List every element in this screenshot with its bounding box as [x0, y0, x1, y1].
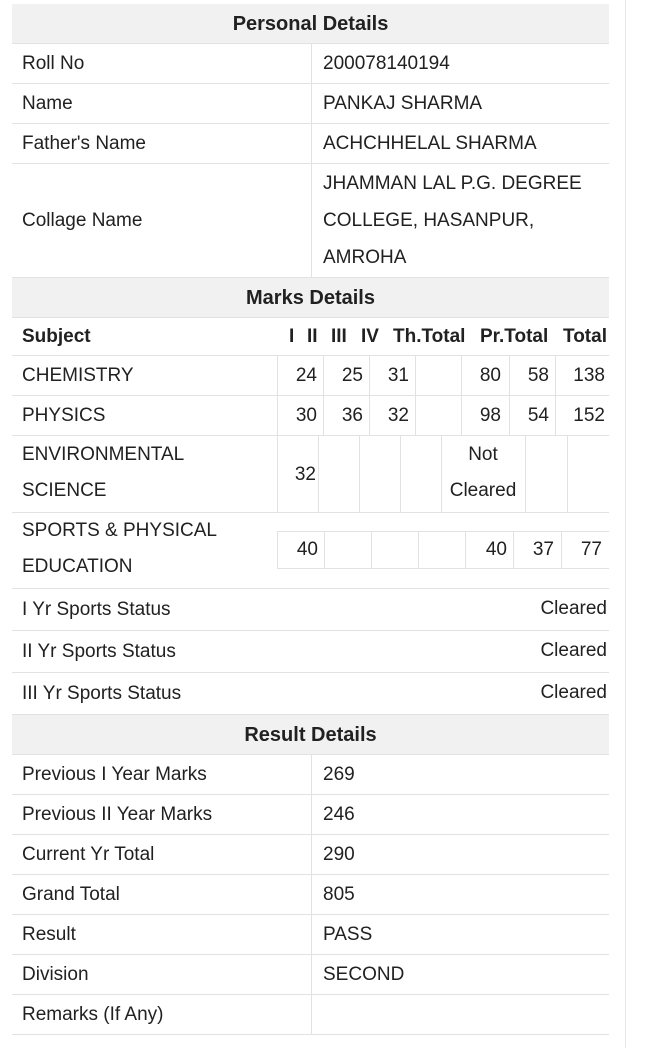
sports-status-label: I Yr Sports Status — [22, 599, 171, 620]
father-name-value: ACHCHHELAL SHARMA — [323, 133, 537, 154]
remarks-label: Remarks (If Any) — [22, 1004, 164, 1025]
result-row — [12, 915, 609, 955]
prev-ii-year-label: Previous II Year Marks — [22, 804, 213, 825]
father-name-label: Father's Name — [22, 133, 147, 154]
subject-name: SPORTS & PHYSICAL EDUCATION — [22, 520, 217, 577]
total-value: 152 — [573, 405, 605, 426]
mark-i: 40 — [296, 539, 318, 560]
col-i-header: I — [289, 326, 295, 347]
prev-ii-year-row — [12, 795, 609, 835]
sports-status-value: Cleared — [540, 682, 607, 703]
total-header: Total — [563, 326, 607, 347]
th-total-value: 80 — [479, 365, 501, 386]
sports-status-value: Cleared — [540, 598, 607, 619]
grand-total-value: 805 — [323, 884, 355, 905]
division-label: Division — [22, 964, 89, 985]
mark-ii: 25 — [341, 365, 363, 386]
subject-row-chemistry — [12, 356, 609, 396]
environmental-science-status: Not Cleared — [449, 444, 517, 501]
subject-row-sports-physical-education — [12, 513, 609, 589]
college-name-value: JHAMMAN LAL P.G. DEGREE COLLEGE, HASANPUR, AMROHA — [323, 173, 582, 268]
pr-total-value: 54 — [527, 405, 549, 426]
th-total-value: 98 — [479, 405, 501, 426]
col-iii-header: III — [331, 326, 347, 347]
total-value: 77 — [580, 539, 602, 560]
col-ii-header: II — [307, 326, 318, 347]
prev-ii-year-value: 246 — [323, 804, 355, 825]
roll-no-row — [12, 44, 609, 84]
prev-i-year-row — [12, 755, 609, 795]
result-details-heading: Result Details — [12, 715, 609, 755]
subject-name: ENVIRONMENTAL SCIENCE — [22, 444, 184, 501]
col-iv-header: IV — [361, 326, 379, 347]
grand-total-row — [12, 875, 609, 915]
th-total-header: Th.Total — [393, 326, 466, 347]
mark-i: 30 — [295, 405, 317, 426]
sports-status-row-2 — [12, 631, 609, 673]
prev-i-year-label: Previous I Year Marks — [22, 764, 207, 785]
sports-status-row-1 — [12, 589, 609, 631]
name-value: PANKAJ SHARMA — [323, 93, 483, 114]
grand-total-label: Grand Total — [22, 884, 120, 905]
mark-i: 32 — [294, 464, 316, 485]
roll-no-label: Roll No — [22, 53, 85, 74]
pr-total-header: Pr.Total — [480, 326, 549, 347]
subject-row-environmental-science — [12, 436, 609, 513]
remarks-row — [12, 995, 609, 1035]
pr-total-value: 37 — [532, 539, 554, 560]
sports-status-label: II Yr Sports Status — [22, 641, 176, 662]
college-name-label: Collage Name — [22, 210, 143, 231]
marks-details-heading: Marks Details — [12, 278, 609, 318]
marksheet — [12, 4, 609, 1035]
sports-status-value: Cleared — [540, 640, 607, 661]
personal-details-heading: Personal Details — [12, 4, 609, 44]
sports-status-label: III Yr Sports Status — [22, 683, 182, 704]
subject-name: CHEMISTRY — [22, 365, 134, 386]
name-row — [12, 84, 609, 124]
prev-i-year-value: 269 — [323, 764, 355, 785]
college-name-row — [12, 164, 609, 278]
roll-no-value: 200078140194 — [323, 53, 450, 74]
th-total-value: 40 — [485, 539, 507, 560]
total-value: 138 — [573, 365, 605, 386]
current-year-total-value: 290 — [323, 844, 355, 865]
result-value: PASS — [323, 924, 373, 945]
sports-status-row-3 — [12, 673, 609, 715]
name-label: Name — [22, 93, 73, 114]
result-label: Result — [22, 924, 76, 945]
mark-iii: 32 — [387, 405, 409, 426]
scrollbar-track[interactable] — [625, 0, 626, 1048]
subject-header: Subject — [22, 326, 91, 347]
current-year-total-row — [12, 835, 609, 875]
mark-i: 24 — [295, 365, 317, 386]
subject-name: PHYSICS — [22, 405, 106, 426]
division-row — [12, 955, 609, 995]
division-value: SECOND — [323, 964, 405, 985]
pr-total-value: 58 — [527, 365, 549, 386]
mark-iii: 31 — [387, 365, 409, 386]
mark-ii: 36 — [341, 405, 363, 426]
current-year-total-label: Current Yr Total — [22, 844, 155, 865]
father-name-row — [12, 124, 609, 164]
marks-header-row — [12, 318, 609, 356]
subject-row-physics — [12, 396, 609, 436]
